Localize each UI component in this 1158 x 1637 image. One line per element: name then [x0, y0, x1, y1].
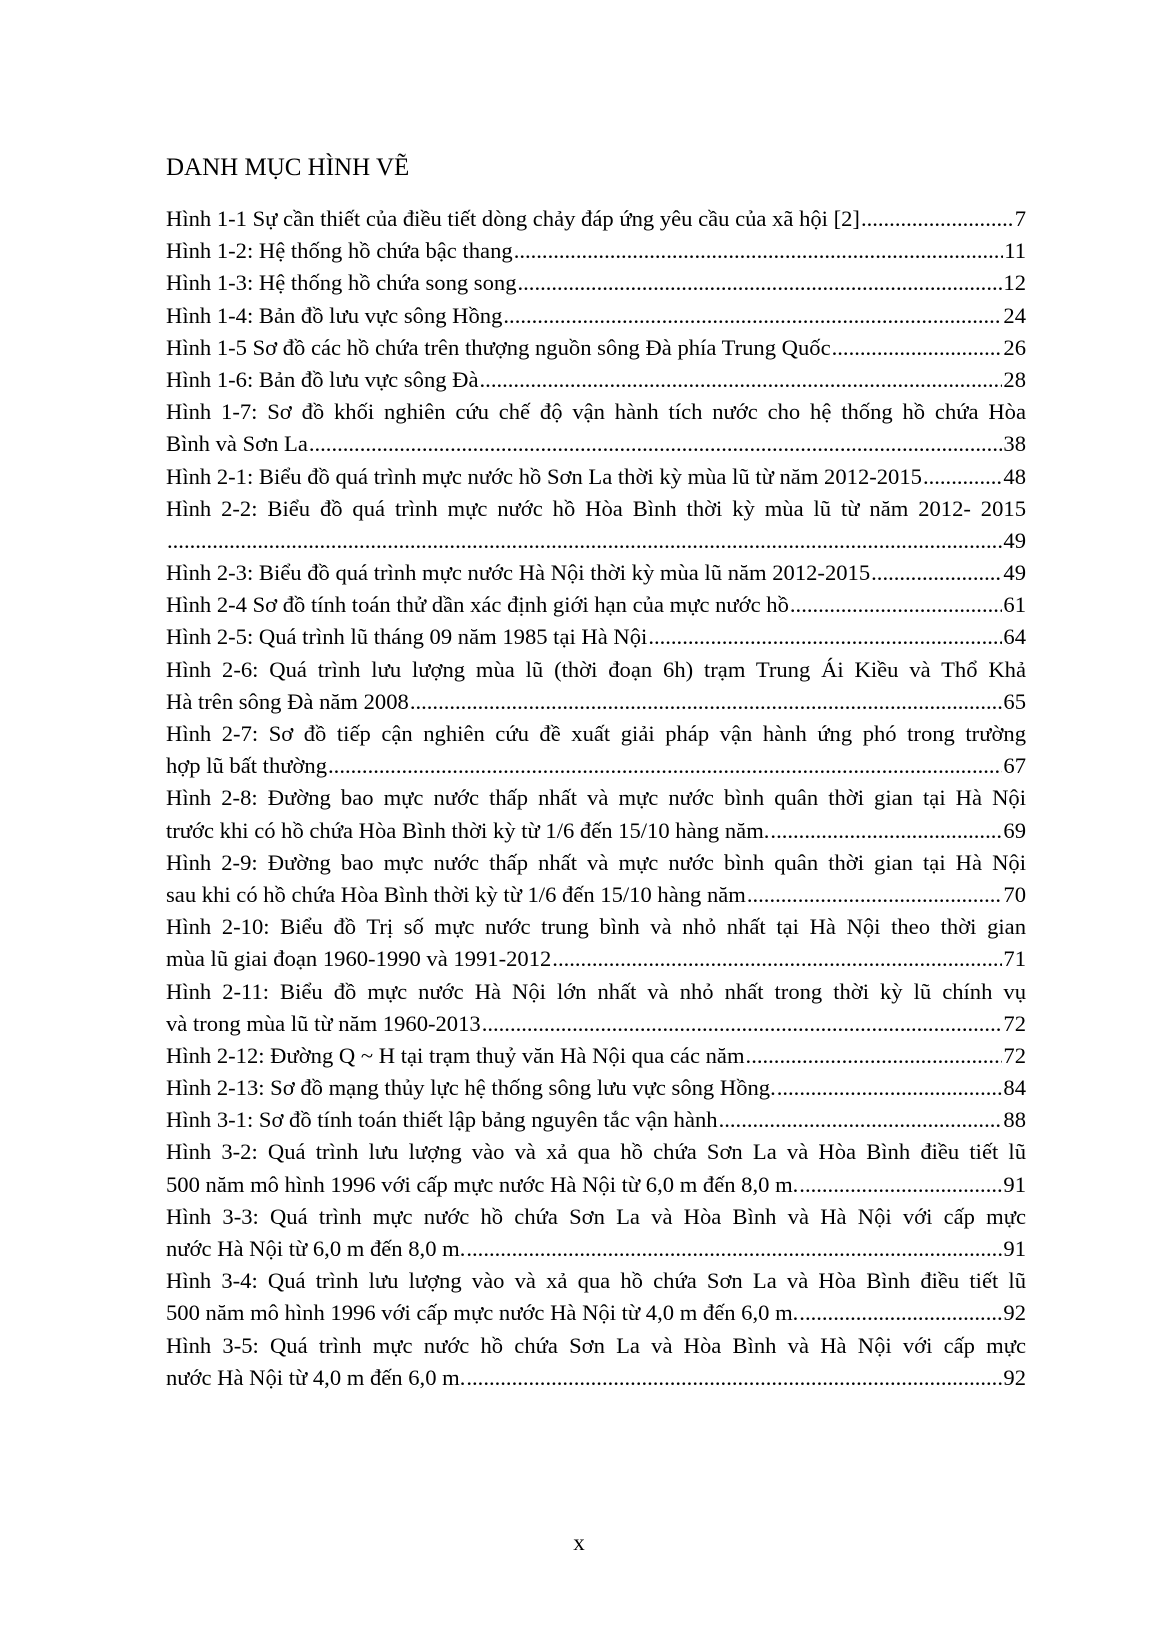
- figure-entry-title: trước khi có hồ chứa Hòa Bình thời kỳ từ 1/6 đến 15/10 hàng năm.: [166, 817, 770, 843]
- figure-entry-title: Hình 1-2: Hệ thống hồ chứa bậc thang: [166, 238, 513, 264]
- dot-leader: [514, 235, 1004, 267]
- dot-leader: [309, 428, 1003, 460]
- figure-entry-row: [166, 1362, 1026, 1394]
- figure-entry[interactable]: [166, 461, 1026, 493]
- dot-leader: [746, 1040, 1003, 1072]
- dot-leader: [648, 621, 1002, 653]
- page-title: DANH MỤC HÌNH VẼ: [166, 154, 410, 181]
- figure-entry-row: [166, 1233, 1026, 1265]
- figure-entry-text-line: Hình 2-6: Quá trình lưu lượng mùa lũ (thời đoạn 6h) trạm Trung Ái Kiều và Thổ Khả: [166, 656, 1026, 682]
- figure-entry-page: 64: [1003, 624, 1026, 650]
- figure-entry[interactable]: [166, 911, 1026, 975]
- figure-entry-row: [166, 879, 1026, 911]
- figure-entry-title: nước Hà Nội từ 4,0 m đến 6,0 m.: [166, 1364, 466, 1390]
- figure-entry-page: 92: [1003, 1364, 1026, 1390]
- figure-entry-row: [166, 364, 1026, 396]
- figure-entry-text-line: Hình 3-4: Quá trình lưu lượng vào và xả qua hồ chứa Sơn La và Hòa Bình điều tiết lũ: [166, 1268, 1026, 1294]
- figure-entry-title: Hình 1-3: Hệ thống hồ chứa song song: [166, 270, 517, 296]
- figure-entry[interactable]: [166, 1330, 1026, 1394]
- figure-entry[interactable]: [166, 621, 1026, 653]
- figure-entry[interactable]: [166, 203, 1026, 235]
- figure-entry-page: 48: [1003, 463, 1026, 489]
- dot-leader: [328, 750, 1002, 782]
- figure-entry-text-line: Hình 3-3: Quá trình mực nước hồ chứa Sơn La và Hòa Bình và Hà Nội với cấp mực: [166, 1203, 1026, 1229]
- figure-entry-row: [166, 428, 1026, 460]
- figure-entry-page: 49: [1003, 527, 1026, 553]
- figure-entry-page: 91: [1003, 1236, 1026, 1261]
- figure-list: [166, 203, 1026, 1394]
- figure-entry-title: Hình 2-3: Biểu đồ quá trình mực nước Hà Nội thời kỳ mùa lũ năm 2012-2015: [166, 560, 871, 586]
- figure-entry[interactable]: [166, 782, 1026, 846]
- figure-entry-title: Hình 2-5: Quá trình lũ tháng 09 năm 1985 tại Hà Nội: [166, 624, 648, 650]
- figure-entry-page: 72: [1003, 1010, 1026, 1036]
- figure-entry-page: 24: [1003, 302, 1026, 328]
- dot-leader: [466, 1362, 1002, 1394]
- figure-entry[interactable]: [166, 1201, 1026, 1265]
- figure-entry[interactable]: [166, 1104, 1026, 1136]
- figure-entry-page: 65: [1003, 688, 1026, 714]
- figure-entry-title: 500 năm mô hình 1996 với cấp mực nước Hà Nội từ 4,0 m đến 6,0 m.: [166, 1300, 799, 1326]
- figure-entry[interactable]: [166, 589, 1026, 621]
- figure-entry-title: Hình 1-4: Bản đồ lưu vực sông Hồng: [166, 302, 503, 328]
- figure-entry-title: Hình 1-6: Bản đồ lưu vực sông Đà: [166, 366, 479, 392]
- figure-entry-text-line: Hình 2-2: Biểu đồ quá trình mực nước hồ Hòa Bình thời kỳ mùa lũ từ năm 2012- 2015: [166, 495, 1026, 521]
- dot-leader: [480, 364, 1003, 396]
- figure-entry-title: nước Hà Nội từ 6,0 m đến 8,0 m.: [166, 1236, 466, 1261]
- dot-leader: [747, 879, 1003, 911]
- figure-entry-page: 11: [1004, 238, 1026, 264]
- figure-entry-title: hợp lũ bất thường: [166, 753, 328, 779]
- figure-entry-page: 71: [1003, 946, 1026, 972]
- figure-entry-title: Hình 2-4 Sơ đồ tính toán thử dần xác định giới hạn của mực nước hồ: [166, 592, 789, 618]
- page-number: x: [573, 1530, 585, 1555]
- figure-entry-text-line: Hình 3-5: Quá trình mực nước hồ chứa Sơn La và Hòa Bình và Hà Nội với cấp mực: [166, 1332, 1026, 1358]
- figure-entry-row: [166, 300, 1026, 332]
- dot-leader: [482, 1008, 1003, 1040]
- figure-entry-page: 84: [1003, 1075, 1026, 1101]
- figure-entry-title: Hà trên sông Đà năm 2008: [166, 688, 409, 714]
- figure-entry-row: [166, 621, 1026, 653]
- figure-entry-row: [166, 686, 1026, 718]
- figure-entry-page: 70: [1003, 881, 1026, 907]
- figure-entry[interactable]: [166, 300, 1026, 332]
- figure-entry-title: Hình 2-12: Đường Q ~ H tại trạm thuỷ văn Hà Nội qua các năm: [166, 1042, 745, 1068]
- figure-entry-row: [166, 943, 1026, 975]
- dot-leader: [799, 1297, 1002, 1329]
- figure-entry-title: 500 năm mô hình 1996 với cấp mực nước Hà Nội từ 6,0 m đến 8,0 m.: [166, 1171, 799, 1197]
- figure-entry-text-line: Hình 2-10: Biểu đồ Trị số mực nước trung bình và nhỏ nhất tại Hà Nội theo thời gian: [166, 914, 1026, 940]
- dot-leader: [777, 1072, 1003, 1104]
- figure-entry-row: [166, 750, 1026, 782]
- figure-entry-row: [166, 1297, 1026, 1329]
- figure-entry-page: 91: [1003, 1171, 1026, 1197]
- figure-entry[interactable]: [166, 1265, 1026, 1329]
- figure-entry-page: 88: [1003, 1107, 1026, 1133]
- dot-leader: [799, 1169, 1002, 1201]
- figure-entry-text-line: Hình 2-8: Đường bao mực nước thấp nhất và mực nước bình quân thời gian tại Hà Nội: [166, 785, 1026, 811]
- figure-entry-row: [166, 332, 1026, 364]
- dot-leader: [167, 525, 1002, 557]
- dot-leader: [923, 461, 1002, 493]
- dot-leader: [832, 332, 1003, 364]
- figure-entry-text-line: Hình 1-7: Sơ đồ khối nghiên cứu chế độ vận hành tích nước cho hệ thống hồ chứa Hòa: [166, 399, 1026, 425]
- figure-entry-page: 49: [1003, 560, 1026, 586]
- figure-entry-title: Hình 3-1: Sơ đồ tính toán thiết lập bảng nguyên tắc vận hành: [166, 1107, 718, 1133]
- dot-leader: [518, 267, 1003, 299]
- dot-leader: [790, 589, 1003, 621]
- figure-entry[interactable]: [166, 654, 1026, 718]
- figure-entry-title: Hình 2-1: Biểu đồ quá trình mực nước hồ Sơn La thời kỳ mùa lũ từ năm 2012-2015: [166, 463, 922, 489]
- figure-entry-page: 69: [1003, 817, 1026, 843]
- figure-entry-row: [166, 1008, 1026, 1040]
- figure-entry-row: [166, 815, 1026, 847]
- figure-entry-row: [166, 589, 1026, 621]
- dot-leader: [871, 557, 1002, 589]
- figure-entry-text-line: Hình 3-2: Quá trình lưu lượng vào và xả qua hồ chứa Sơn La và Hòa Bình điều tiết lũ: [166, 1139, 1026, 1165]
- dot-leader: [861, 203, 1014, 235]
- figure-entry-title: mùa lũ giai đoạn 1960-1990 và 1991-2012: [166, 946, 552, 972]
- figure-entry[interactable]: [166, 364, 1026, 396]
- figure-entry-row: [166, 203, 1026, 235]
- figure-entry[interactable]: [166, 1072, 1026, 1104]
- dot-leader: [466, 1233, 1002, 1265]
- figure-entry-page: 28: [1003, 366, 1026, 392]
- figure-entry-title: Hình 2-13: Sơ đồ mạng thủy lực hệ thống sông lưu vực sông Hồng.: [166, 1075, 776, 1101]
- figure-entry-row: [166, 1104, 1026, 1136]
- figure-entry[interactable]: [166, 396, 1026, 460]
- figure-entry-page: 38: [1003, 431, 1026, 457]
- figure-entry[interactable]: [166, 267, 1026, 299]
- figure-entry-title: sau khi có hồ chứa Hòa Bình thời kỳ từ 1/6 đến 15/10 hàng năm: [166, 881, 746, 907]
- figure-entry-row: [166, 235, 1026, 267]
- figure-entry-text-line: Hình 2-11: Biểu đồ mực nước Hà Nội lớn nhất và nhỏ nhất trong thời kỳ lũ chính vụ: [166, 978, 1026, 1004]
- figure-entry[interactable]: [166, 1136, 1026, 1200]
- figure-entry-row: [166, 1169, 1026, 1201]
- figure-entry[interactable]: [166, 493, 1026, 557]
- figure-entry-page: 7: [1014, 206, 1026, 231]
- figure-entry-title: Bình và Sơn La: [166, 431, 308, 457]
- dot-leader: [410, 686, 1003, 718]
- figure-entry[interactable]: [166, 332, 1026, 364]
- dot-leader: [719, 1104, 1003, 1136]
- figure-entry-page: 67: [1003, 753, 1026, 779]
- figure-entry-row: [166, 525, 1026, 557]
- figure-entry-text-line: Hình 2-9: Đường bao mực nước thấp nhất và mực nước bình quân thời gian tại Hà Nội: [166, 849, 1026, 875]
- figure-entry-title: Hình 1-5 Sơ đồ các hồ chứa trên thượng nguồn sông Đà phía Trung Quốc: [166, 334, 831, 360]
- figure-entry-page: 12: [1003, 270, 1026, 296]
- figure-entry-row: [166, 267, 1026, 299]
- figure-entry[interactable]: [166, 976, 1026, 1040]
- figure-entry-row: [166, 1040, 1026, 1072]
- figure-entry-row: [166, 1072, 1026, 1104]
- figure-entry[interactable]: [166, 718, 1026, 782]
- figure-entry-page: 61: [1003, 592, 1026, 618]
- figure-entry[interactable]: [166, 1040, 1026, 1072]
- figure-entry-page: 92: [1003, 1300, 1026, 1326]
- figure-entry-text-line: Hình 2-7: Sơ đồ tiếp cận nghiên cứu đề xuất giải pháp vận hành ứng phó trong trường: [166, 721, 1026, 746]
- figure-entry-row: [166, 557, 1026, 589]
- figure-entry[interactable]: [166, 847, 1026, 911]
- dot-leader: [770, 815, 1002, 847]
- figure-entry[interactable]: [166, 235, 1026, 267]
- dot-leader: [503, 300, 1002, 332]
- figure-entry-title: và trong mùa lũ từ năm 1960-2013: [166, 1010, 481, 1036]
- figure-entry-row: [166, 461, 1026, 493]
- figure-entry-page: 26: [1003, 334, 1026, 360]
- dot-leader: [552, 943, 1002, 975]
- figure-entry[interactable]: [166, 557, 1026, 589]
- figure-entry-page: 72: [1003, 1042, 1026, 1068]
- figure-entry-title: Hình 1-1 Sự cần thiết của điều tiết dòng chảy đáp ứng yêu cầu của xã hội [2]: [166, 206, 860, 231]
